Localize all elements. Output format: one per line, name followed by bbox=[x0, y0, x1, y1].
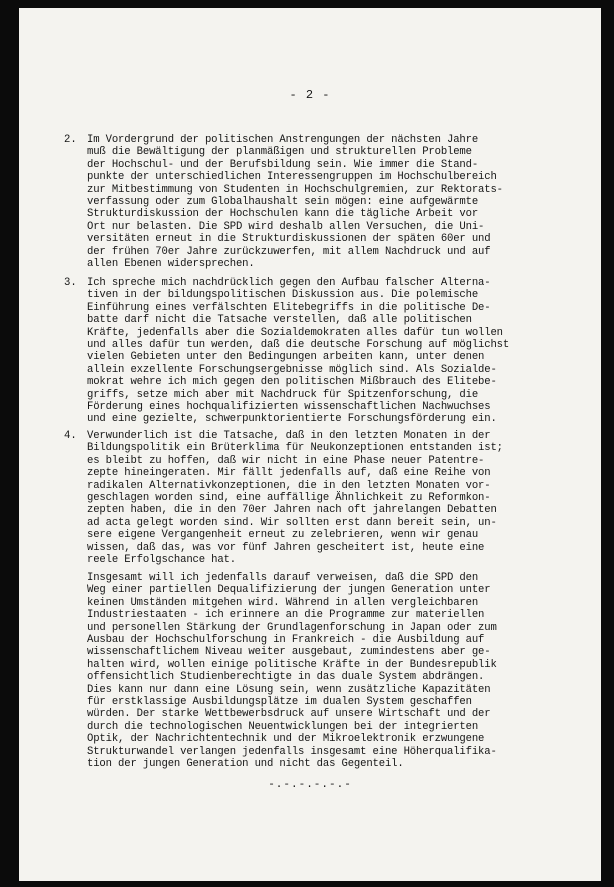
document-page bbox=[19, 8, 601, 881]
paragraph-item-4: Verwunderlich ist die Tatsache, daß in den letzten Monaten in der Bildungspolitik ein Brüterklima für Neukonzeptionen entstanden ist; es bleibt zu hoffen, daß wir nicht in eine Phase neuer Patentre- zepte hineingeraten. Mir fällt jedenfalls auf, daß eine Reihe von radikalen Alternativkonzeptionen, die in den letzten Monaten vor- geschlagen worden sind, eine auffällige Ähnlichkeit zu Reformkon- zepten haben, die in den 70er Jahren nach oft jahrelangen Debatten ad acta gelegt worden sind. Wir sollten erst dann bereit sein, un- sere eigene Vergangenheit erneut zu zelebrieren, wenn wir genau wissen, daß das, was vor fünf Jahren gescheitert ist, heute eine reele Erfolgschance hat. bbox=[87, 430, 503, 567]
paragraph-item-3: Ich spreche mich nachdrücklich gegen den Aufbau falscher Alterna- tiven in der bildungspolitischen Diskussion aus. Die polemische Einführung eines verfälschten Elitebegriffs in die politische De- batte darf nicht die Tatsache verstellen, daß alle politischen Kräfte, jedenfalls aber die Sozialdemokraten alles dafür tun wollen und alles dafür tun werden, daß die deutsche Forschung auf möglichst vielen Gebieten unter den Bedingungen arbeiten kann, unter denen allein exzellente Forschungsergebnisse möglich sind. Als Sozialde- mokrat wehre ich mich gegen den politischen Mißbrauch des Elitebe- griffs, setze mich aber mit Nachdruck für Spitzenforschung, die Förderung eines hochqualifizierten wissenschaftlichen Nachwuchses und eine gezielte, schwerpunktorientierte Forschungsförderung ein. bbox=[87, 277, 510, 426]
paragraph-item-2: Im Vordergrund der politischen Anstrengungen der nächsten Jahre muß die Bewältigung der planmäßigen und strukturellen Probleme der Hochschul- und der Berufsbildung sein. Wie immer die Stand- punkte der unterschiedlichen Interessengruppen im Hochschulbereich zur Mitbestimmung von Studenten in Hochschulgremien, zur Rektorats- verfassung oder zum Globalhaushalt sein mögen: eine aufgewärmte Strukturdiskussion der Hochschulen kann die tägliche Arbeit vor Ort nur belasten. Die SPD wird deshalb allen Versuchen, die Uni- versitäten erneut in die Strukturdiskussionen der späten 60er und der frühen 70er Jahre zurückzuwerfen, mit allem Nachdruck und auf allen Ebenen widersprechen. bbox=[87, 134, 503, 271]
paragraph-conclusion: Insgesamt will ich jedenfalls darauf verweisen, daß die SPD den Weg einer partiellen Dequalifizierung der jungen Generation unter keinen Umständen mitgehen wird. Während in allen vergleichbaren Industriestaaten - ich erinnere an die Programme zur materiellen und personellen Stärkung der Grundlagenforschung in Japan oder zum Ausbau der Hochschulforschung in Frankreich - die Ausbildung auf wissenschaftlichem Niveau weiter ausgebaut, zumindestens aber ge- halten wird, wollen einige politische Kräfte in der Bundesrepublik offensichtlich Studienberechtigte in das duale System abdrängen. Dies kann nur dann eine Lösung sein, wenn zusätzliche Kapazitäten für erstklassige Ausbildungsplätze im dualen System geschaffen würden. Der starke Wettbewerbsdruck auf unsere Wirtschaft und der durch die technologischen Neuentwicklungen bei der integrierten Optik, der Nachrichtentechnik und der Mikroelektronik erzwungene Strukturwandel verlangen jedenfalls insgesamt eine Höherqualifika- tion der jungen Generation und nicht das Gegenteil. bbox=[87, 572, 497, 771]
closing-mark: -.-.-.-.-.- bbox=[268, 779, 352, 791]
item-number: 4. bbox=[64, 430, 77, 442]
item-number: 3. bbox=[64, 277, 77, 289]
page-number: - 2 - bbox=[289, 88, 331, 102]
item-number: 2. bbox=[64, 134, 77, 146]
